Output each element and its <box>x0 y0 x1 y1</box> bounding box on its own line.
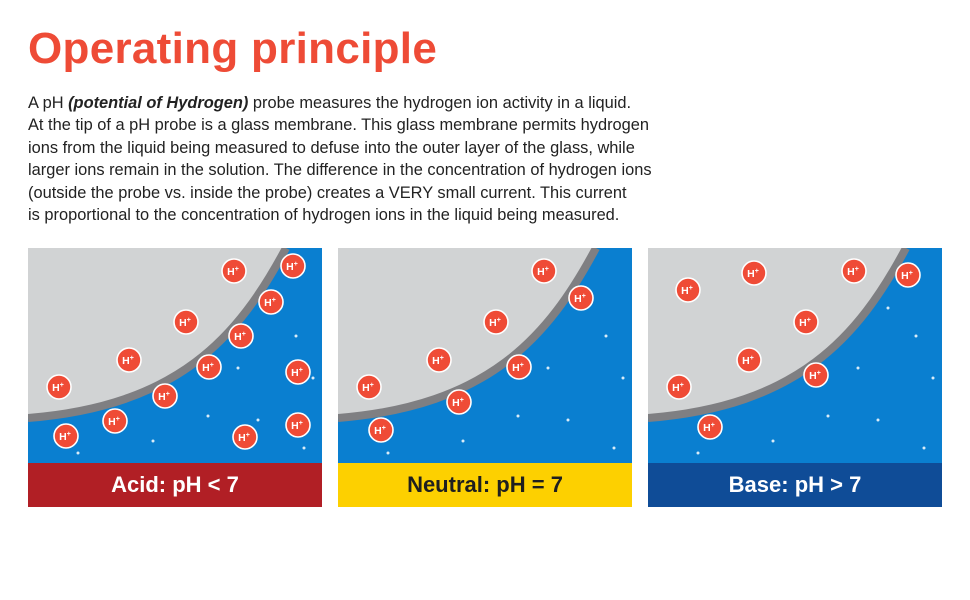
page-title: Operating principle <box>28 24 438 73</box>
svg-text:H+: H+ <box>799 317 811 329</box>
intro-line-1: A pH (potential of Hydrogen) probe measures the hydrogen ion activity in a liquid. <box>28 94 632 112</box>
hydrogen-ion <box>507 355 531 379</box>
svg-text:H+: H+ <box>291 367 303 379</box>
svg-text:H+: H+ <box>264 297 276 309</box>
hydrogen-ion <box>804 363 828 387</box>
particle-dot <box>462 440 465 443</box>
particle-dot <box>622 377 625 380</box>
acid-panel <box>28 248 322 507</box>
hydrogen-ion <box>369 418 393 442</box>
hydrogen-ion <box>281 254 305 278</box>
svg-text:H+: H+ <box>703 422 715 434</box>
hydrogen-ion <box>698 415 722 439</box>
svg-text:H+: H+ <box>286 261 298 273</box>
svg-text:H+: H+ <box>672 382 684 394</box>
svg-text:H+: H+ <box>362 382 374 394</box>
hydrogen-ion <box>259 290 283 314</box>
svg-text:H+: H+ <box>59 431 71 443</box>
neutral-panel <box>338 248 632 507</box>
hydrogen-ion <box>47 375 71 399</box>
intro-emphasis: (potential of Hydrogen) <box>68 94 249 112</box>
base-label-bar: Base: pH > 7 <box>648 463 942 507</box>
particle-dot <box>932 377 935 380</box>
particle-dot <box>772 440 775 443</box>
particle-dot <box>547 367 550 370</box>
hydrogen-ion <box>222 259 246 283</box>
svg-text:H+: H+ <box>291 420 303 432</box>
base-panel <box>648 248 942 507</box>
hydrogen-ion <box>896 263 920 287</box>
hydrogen-ion <box>569 286 593 310</box>
particle-dot <box>207 415 210 418</box>
intro-line-5: (outside the probe vs. inside the probe) creates a VERY small current. This current <box>28 183 627 202</box>
particle-dot <box>605 335 608 338</box>
svg-text:H+: H+ <box>432 355 444 367</box>
svg-text:H+: H+ <box>681 285 693 297</box>
particle-dot <box>887 307 890 310</box>
svg-text:H+: H+ <box>901 270 913 282</box>
particle-dot <box>567 419 570 422</box>
intro-line-3: ions from the liquid being measured to defuse into the outer layer of the glass, while <box>28 138 635 157</box>
particle-dot <box>257 419 260 422</box>
particle-dot <box>877 419 880 422</box>
hydrogen-ion <box>233 425 257 449</box>
hydrogen-ion <box>117 348 141 372</box>
intro-paragraph <box>28 92 748 226</box>
hydrogen-ion <box>794 310 818 334</box>
hydrogen-ion <box>447 390 471 414</box>
particle-dot <box>857 367 860 370</box>
particle-dot <box>923 447 926 450</box>
particle-dot <box>387 452 390 455</box>
hydrogen-ion <box>229 324 253 348</box>
intro-line-6: is proportional to the concentration of hydrogen ions in the liquid being measured. <box>28 206 620 225</box>
hydrogen-ion <box>667 375 691 399</box>
acid-label-bar: Acid: pH < 7 <box>28 463 322 507</box>
svg-text:H+: H+ <box>122 355 134 367</box>
hydrogen-ion <box>174 310 198 334</box>
particle-dot <box>827 415 830 418</box>
svg-text:H+: H+ <box>238 432 250 444</box>
hydrogen-ion <box>484 310 508 334</box>
svg-text:H+: H+ <box>747 268 759 280</box>
intro-line-4: larger ions remain in the solution. The difference in the concentration of hydrogen ions <box>28 161 652 180</box>
hydrogen-ion <box>197 355 221 379</box>
svg-text:H+: H+ <box>158 391 170 403</box>
svg-text:H+: H+ <box>537 266 549 278</box>
svg-text:H+: H+ <box>512 362 524 374</box>
svg-text:H+: H+ <box>52 382 64 394</box>
svg-text:H+: H+ <box>489 317 501 329</box>
neutral-label-bar: Neutral: pH = 7 <box>338 463 632 507</box>
particle-dot <box>697 452 700 455</box>
svg-text:H+: H+ <box>202 362 214 374</box>
svg-text:H+: H+ <box>108 416 120 428</box>
particle-dot <box>295 335 298 338</box>
base-diagram <box>648 248 942 463</box>
svg-text:H+: H+ <box>742 355 754 367</box>
hydrogen-ion <box>54 424 78 448</box>
svg-text:H+: H+ <box>809 370 821 382</box>
svg-text:H+: H+ <box>452 397 464 409</box>
hydrogen-ion <box>357 375 381 399</box>
svg-text:H+: H+ <box>374 425 386 437</box>
svg-text:H+: H+ <box>234 331 246 343</box>
svg-text:H+: H+ <box>179 317 191 329</box>
particle-dot <box>517 415 520 418</box>
particle-dot <box>77 452 80 455</box>
particle-dot <box>237 367 240 370</box>
neutral-diagram <box>338 248 632 463</box>
svg-text:H+: H+ <box>574 293 586 305</box>
hydrogen-ion <box>676 278 700 302</box>
svg-text:H+: H+ <box>847 266 859 278</box>
svg-text:H+: H+ <box>227 266 239 278</box>
hydrogen-ion <box>742 261 766 285</box>
hydrogen-ion <box>153 384 177 408</box>
particle-dot <box>312 377 315 380</box>
hydrogen-ion <box>427 348 451 372</box>
hydrogen-ion <box>286 360 310 384</box>
particle-dot <box>915 335 918 338</box>
particle-dot <box>152 440 155 443</box>
particle-dot <box>303 447 306 450</box>
hydrogen-ion <box>103 409 127 433</box>
hydrogen-ion <box>532 259 556 283</box>
hydrogen-ion <box>842 259 866 283</box>
hydrogen-ion <box>737 348 761 372</box>
intro-line-2: At the tip of a pH probe is a glass membrane. This glass membrane permits hydrogen <box>28 116 650 135</box>
hydrogen-ion <box>286 413 310 437</box>
acid-diagram <box>28 248 322 463</box>
particle-dot <box>613 447 616 450</box>
